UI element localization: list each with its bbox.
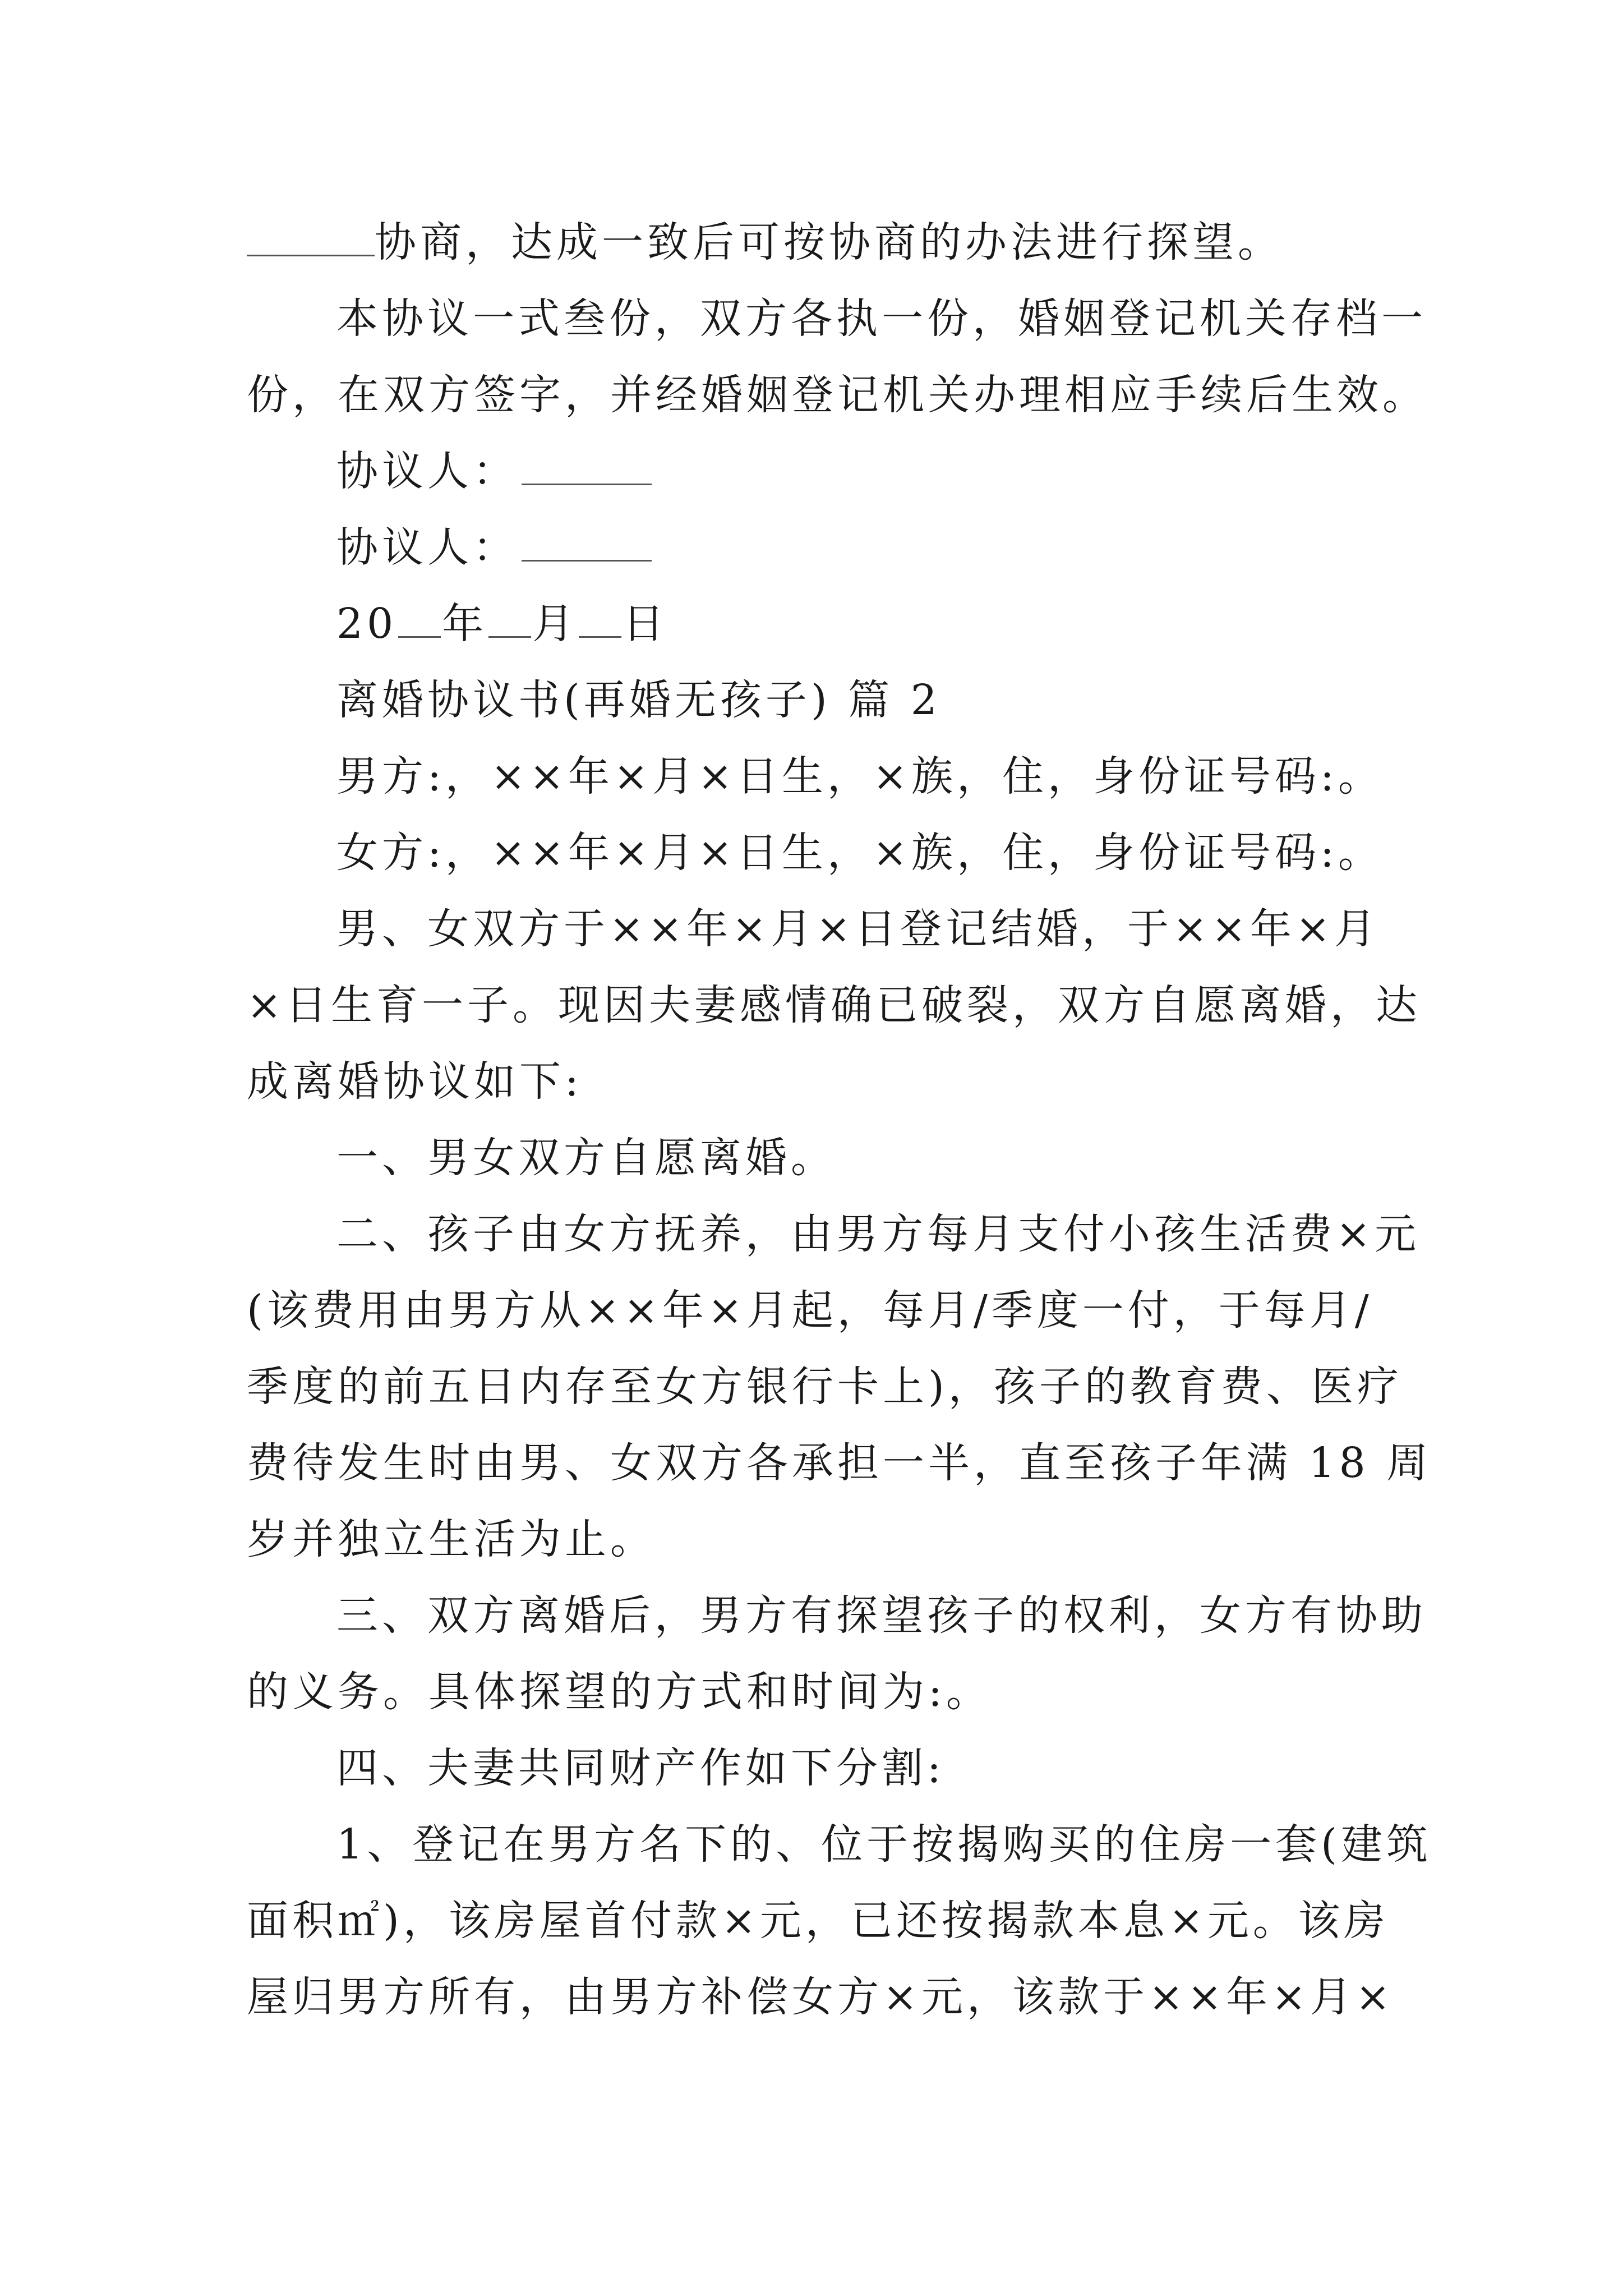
- line-text: ×日生育一子。现因夫妻感情确已破裂，双方自愿离婚，达: [247, 981, 1422, 1029]
- line-text: 1、登记在男方名下的、位于按揭购买的住房一套(建筑: [336, 1820, 1432, 1869]
- line-text: 男、女双方于××年×月×日登记结婚，于××年×月: [336, 905, 1380, 953]
- clause-3: [336, 1589, 1427, 1642]
- paragraph-line: [247, 1360, 1403, 1414]
- year-blank: [398, 597, 441, 638]
- line-text: 季度的前五日内存至女方银行卡上)，孩子的教育费、医疗: [247, 1363, 1403, 1411]
- paragraph-line: [247, 1665, 1391, 1719]
- line-text: 协商，达成一致后可按协商的办法进行探望。: [375, 218, 1283, 266]
- line-text: 屋归男方所有，由男方补偿女方×元，该款于××年×月×: [247, 1973, 1395, 2021]
- line-text: 费待发生时由男、女双方各承担一半，直至孩子年满 18 周: [247, 1439, 1432, 1487]
- date-month-label: 月: [532, 600, 578, 648]
- date-day-label: 日: [623, 600, 668, 648]
- day-blank: [579, 597, 621, 638]
- line-text: (该费用由男方从××年×月起，每月/季度一付，于每月/: [247, 1286, 1373, 1335]
- line-text: 男方:，××年×月×日生，×族，住，身份证号码:。: [336, 752, 1384, 800]
- line-text: 四、夫妻共同财产作如下分割:: [336, 1744, 945, 1792]
- date-year-label: 年: [442, 600, 488, 648]
- paragraph-line-woman: [336, 826, 1391, 880]
- paragraph-line: [247, 1055, 1391, 1108]
- line-text: 离婚协议书(再婚无孩子) 篇 2: [336, 676, 941, 724]
- line-text: 面积㎡)，该房屋首付款×元，已还按揭款本息×元。该房: [247, 1897, 1389, 1945]
- paragraph-line-2: [336, 292, 1427, 346]
- paragraph-line-man: [336, 749, 1391, 803]
- signatory-label: 协议人：: [336, 523, 518, 572]
- line-text: 份，在双方签字，并经婚姻登记机关办理相应手续后生效。: [247, 371, 1428, 419]
- section-heading: [336, 673, 1391, 727]
- paragraph-line: [247, 1970, 1395, 2024]
- signatory-line-2: [336, 521, 1391, 574]
- month-blank: [488, 597, 531, 638]
- line-text: 女方:，××年×月×日生，×族，住，身份证号码:。: [336, 829, 1384, 877]
- paragraph-line: [247, 1894, 1391, 1948]
- date-century: 20: [336, 600, 398, 648]
- signatory-label: 协议人：: [336, 447, 518, 495]
- line-text: 本协议一式叁份，双方各执一份，婚姻登记机关存档一: [336, 295, 1427, 343]
- paragraph-line-3: [247, 368, 1428, 422]
- paragraph-line-1: [247, 215, 1391, 269]
- clause-2: [336, 1207, 1421, 1261]
- signatory-line-1: [336, 444, 1391, 498]
- fill-in-blank: [247, 215, 375, 256]
- paragraph-line: [247, 1512, 1391, 1566]
- line-text: 二、孩子由女方抚养，由男方每月支付小孩生活费×元: [336, 1210, 1421, 1258]
- signature-blank: [522, 444, 652, 485]
- paragraph-line: [247, 978, 1422, 1032]
- signature-blank: [522, 521, 652, 562]
- clause-1: [336, 1131, 1391, 1185]
- line-text: 成离婚协议如下:: [247, 1057, 583, 1106]
- clause-4: [336, 1741, 1391, 1795]
- paragraph-line: [336, 902, 1391, 956]
- line-text: 岁并独立生活为止。: [247, 1515, 656, 1563]
- paragraph-line: [247, 1436, 1432, 1490]
- date-line: [336, 597, 1391, 651]
- paragraph-line: [247, 1283, 1391, 1337]
- line-text: 一、男女双方自愿离婚。: [336, 1134, 836, 1182]
- line-text: 三、双方离婚后，男方有探望孩子的权利，女方有协助: [336, 1591, 1427, 1640]
- sub-clause-1: [336, 1818, 1432, 1871]
- line-text: 的义务。具体探望的方式和时间为:。: [247, 1668, 992, 1716]
